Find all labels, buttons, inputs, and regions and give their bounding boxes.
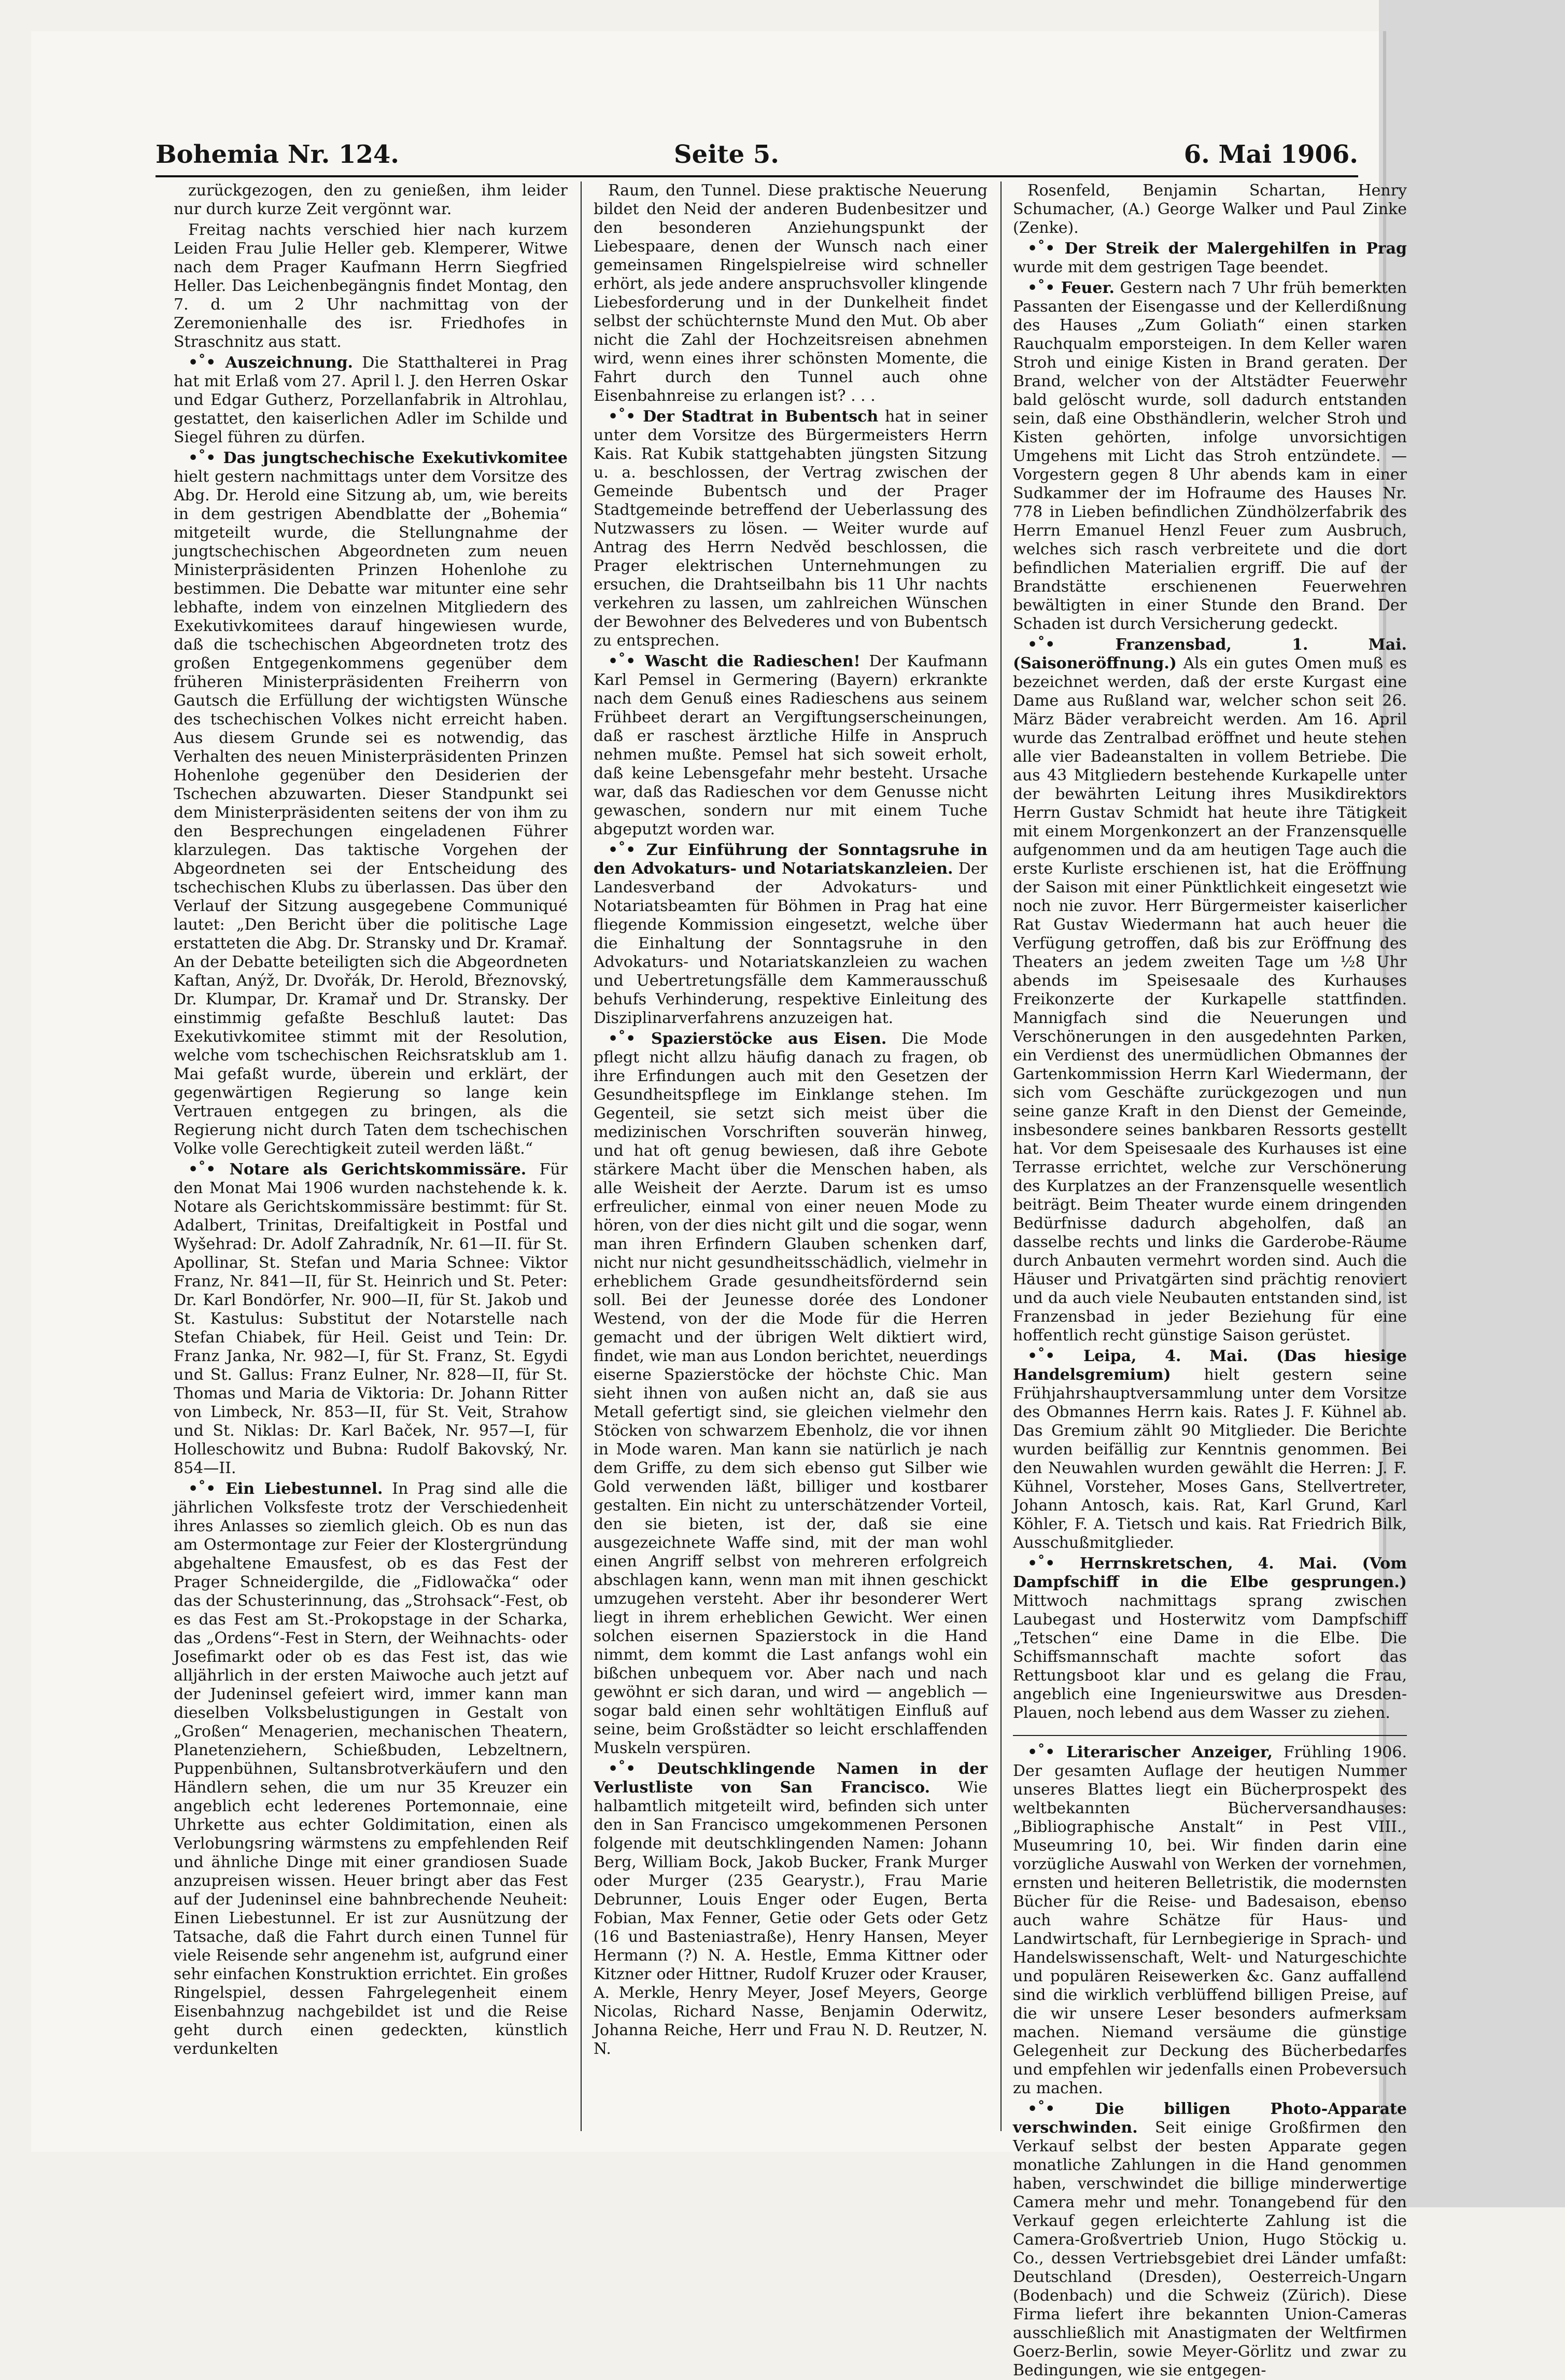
article-paragraph	[594, 841, 988, 1028]
issue-date: 6. Mai 1906.	[1183, 140, 1358, 169]
article-text: hielt gestern nachmittags unter dem Vorsitze des Abg. Dr. Herold eine Sitzung ab, um, wie bereits in dem gestrigen Abendblatte der „Bohemia“ mitgeteilt wurde, die Stellungnahme der jungtschechischen Abgeordneten zum neuen Ministerpräsidenten Prinzen Hohenlohe zu bestimmen. Die Debatte war mitunter eine sehr lebhafte, indem von einzelnen Mitgliedern des Exekutivkomitees darauf hingewiesen wurde, daß die tschechischen Abgeordneten trotz des großen Entgegenkommens gegenüber dem früheren Ministerpräsidenten Freiherrn von Gautsch die Erfüllung der wichtigsten Wünsche des tschechischen Volkes nicht erreicht haben. Aus diesem Grunde sei es notwendig, das Verhalten des neuen Ministerpräsidenten Prinzen Hohenlohe gegenüber den Desiderien der Tschechen abzuwarten. Dieser Standpunkt sei dem Ministerpräsidenten seitens der von ihm zu den Besprechungen eingeladenen Führer klarzulegen. Das taktische Vorgehen der Abgeordneten sei der Entscheidung des tschechischen Klubs zu überlassen. Das über den Verlauf der Sitzung ausgegebene Communiqué lautet: „Den Bericht über die politische Lage erstatteten die Abg. Dr. Stransky und Dr. Kramař. An der Debatte beteiligten sich die Abgeordneten Kaftan, Anýž, Dr. Dvořák, Dr. Herold, Březnovský, Dr. Klumpar, Dr. Kramař und Dr. Stransky. Der einstimmig gefaßte Beschluß lautet: Das Exekutivkomitee stimmt mit der Resolution, welche vom tschechischen Reichsratsklub am 1. Mai gefaßt wurde, überein und erklärt, der gegenwärtigen Regierung so lange kein Vertrauen entgegen zu bringen, als die Regierung nicht durch Taten dem tschechischen Volke volle Gerechtigkeit zuteil werden läßt.“	[174, 468, 568, 1158]
article-headline: Herrnskretschen, 4. Mai. (Vom Dampfschiff in die Elbe gesprungen.)	[1013, 1555, 1407, 1591]
page-number: Seite 5.	[674, 140, 779, 169]
article-paragraph	[1013, 1347, 1407, 1552]
article-marker: •˚•	[188, 1480, 226, 1498]
article-headline: Zur Einführung der Sonntagsruhe in den Advokaturs- und Notariatskanzleien.	[594, 841, 988, 878]
article-text: Die Mode pflegt nicht allzu häufig danach zu fragen, ob ihre Erfindungen auch mit den Gesetzen der Gesundheitspflege im Einklange stehen. Im Gegenteil, sie setzt sich meist über die medizinischen Vorschriften souverän hinweg, und hat oft genug bewiesen, daß ihre Gebote stärkere Macht über die Menschen haben, als alle Weisheit der Aerzte. Darum ist es umso erfreulicher, einmal von einer neuen Mode zu hören, von der dies nicht gilt und die sogar, wenn man ihren Erfindern Glauben schenken darf, nicht nur nicht gesundheitsschädlich, vielmehr in erheblichem Grade gesundheitsfördernd sein soll. Bei der Jeunesse dorée des Londoner Westend, von der die Mode für die Herren gemacht und der übrigen Welt diktiert wird, findet, wie man aus London berichtet, neuerdings eiserne Spazierstöcke der höchste Chic. Man sieht ihnen von außen nicht an, daß sie aus Metall gefertigt sind, sie gleichen vielmehr den Stöcken von schwarzem Ebenholz, die vor ihnen in Mode waren. Man kann sie natürlich je nach dem Griffe, zu dem sich ebenso gut Silber wie Gold verwenden läßt, billiger und kostbarer gestalten. Ein nicht zu unterschätzender Vorteil, den sie bieten, ist der, daß sie eine ausgezeichnete Waffe sind, mit der man wohl einen Angriff selbst von mehreren erfolgreich abschlagen kann, wenn man mit ihnen geschickt umzugehen versteht. Aber ihr besonderer Wert liegt in ihrem erheblichen Gewicht. Wer einen solchen eisernen Spazierstock in die Hand nimmt, dem kommt die Last anfangs wohl ein bißchen unbequem vor. Aber nach und nach gewöhnt er sich daran, und wird — angeblich — sogar bald einen sehr wohltätigen Einfluß auf seine, beim Großstädter so leicht erschlaffenden Muskeln verspüren.	[594, 1030, 988, 1757]
article-paragraph	[174, 1480, 568, 2059]
article-paragraph	[174, 221, 568, 352]
article-text: Für den Monat Mai 1906 wurden nachstehende k. k. Notare als Gerichtskommissäre bestimmt: für St. Adalbert, Trinitas, Dreifaltigkeit in Postfal und Wyšehrad: Dr. Adolf Zahradník, Nr. 61—II. für St. Apollinar, St. Stefan und Maria Schnee: Viktor Franz, Nr. 841—II, für St. Heinrich und St. Peter: Dr. Karl Bondörfer, Nr. 900—II, für St. Jakob und St. Kastulus: Substitut der Notarstelle nach Stefan Chiabek, für Heil. Geist und Tein: Dr. Franz Janka, Nr. 982—I, für St. Franz, St. Egydi und St. Gallus: Franz Eulner, Nr. 828—II, für St. Thomas und Maria de Viktoria: Dr. Johann Ritter von Limbeck, Nr. 853—II, für St. Veit, Strahow und St. Niklas: Dr. Karl Baček, Nr. 957—I, für Holleschowitz und Bubna: Rudolf Bakovský, Nr. 854—II.	[174, 1160, 568, 1477]
article-marker: •˚•	[1027, 1347, 1083, 1365]
article-headline: Auszeichnung.	[225, 354, 353, 372]
article-text: Raum, den Tunnel. Diese praktische Neuerung bildet den Neid der anderen Budenbesitzer und den besonderen Anziehungspunkt der Liebespaare, denen der Wunsch nach einer gemeinsamen Ringelspielreise wird schneller erhört, als jede andere anspruchsvoller klingende Liebesforderung und in der Dunkelheit findet selbst der schüchternste Mund den Mut. Ob aber nicht die Zahl der Hochzeitsreisen abnehmen wird, wenn eines ihrer schönsten Momente, die Fahrt durch den Tunnel auch ohne Eisenbahnreise zu erlangen ist? . . .	[594, 181, 988, 405]
article-marker: •˚•	[1027, 2100, 1095, 2118]
article-headline: Die billigen Photo-Apparate verschwinden.	[1013, 2100, 1407, 2137]
article-headline: Der Stadtrat in Bubentsch	[643, 408, 879, 426]
article-text: Seit einige Großfirmen den Verkauf selbst der besten Apparate gegen monatliche Zahlungen in die Hand genommen haben, verschwindet die billige minderwertige Camera mehr und mehr. Tonangebend für den Verkauf gegen erleichterte Zahlung ist die Camera-Großvertrieb Union, Hugo Stöckig u. Co., dessen Vertriebsgebiet drei Länder umfaßt: Deutschland (Dresden), Oesterreich-Ungarn (Bodenbach) und die Schweiz (Zürich). Diese Firma liefert ihre bekannten Union-Cameras ausschließlich mit Anastigmaten der Weltfirmen Goerz-Berlin, sowie Meyer-Görlitz und zwar zu Bedingungen, wie sie entgegen-	[1013, 2119, 1407, 2379]
article-text: Frühling 1906. Der gesamten Auflage der heutigen Nummer unseres Blattes liegt ein Bücherprospekt des weltbekannten Bücherversandhauses: „Bibliographische Anstalt“ in Pest VIII., Museumring 10, bei. Wir finden darin eine vorzügliche Auswahl von Werken der vornehmen, ernsten und heiteren Belletristik, die modernsten Bücher für die Reise- und Badesaison, ebenso auch wahre Schätze für Haus- und Landwirtschaft, für Lernbegierige in Sprach- und Handelswissenschaft, Welt- und Naturgeschichte und populären Reisewerken &c. Ganz auffallend sind die wirklich verblüffend billigen Preise, auf die wir unsere Leser besonders aufmerksam machen. Niemand versäume die günstige Gelegenheit zur Deckung des Bücherbedarfes und empfehlen wir jedenfalls einen Probeversuch zu machen.	[1013, 1743, 1407, 2097]
article-text: Wie halbamtlich mitgeteilt wird, befinden sich unter den in San Francisco umgekommenen Personen folgende mit deutschklingenden Namen: Johann Berg, William Bock, Jakob Bucker, Frank Murger oder Murger (235 Gearystr.), Frau Marie Debrunner, Louis Enger oder Eugen, Berta Fobian, Max Fenner, Getie oder Gets oder Getz (16 und Basteniastraße), Henry Hansen, Meyer Hermann (?) N. A. Hestle, Emma Kittner oder Kitzner oder Hittner, Rudolf Kruzer oder Krauser, A. Merkle, Henry Meyer, Josef Meyers, George Nicolas, Richard Nasse, Benjamin Oderwitz, Johanna Reiche, Herr und Frau N. D. Reutzer, N. N.	[594, 1779, 988, 2058]
article-marker: •˚•	[608, 408, 643, 426]
article-text: Mittwoch nachmittags sprang zwischen Laubegast und Hosterwitz vom Dampfschiff „Tetschen“ eine Dame in die Elbe. Die Schiffsmannschaft machte sofort das Rettungsboot klar und es gelang die Frau, angeblich eine Ingenieurswitwe aus Dresden-Plauen, noch lebend aus dem Wasser zu ziehen.	[1013, 1592, 1407, 1722]
article-headline: Spazierstöcke aus Eisen.	[651, 1030, 887, 1048]
article-marker: •˚•	[1027, 1743, 1066, 1761]
section-divider	[1013, 1735, 1407, 1736]
article-text: Als ein gutes Omen muß es bezeichnet werden, daß der erste Kurgast eine Dame aus Rußland war, welcher schon seit 26. März Bäder verabreicht werden. Am 16. April wurde das Zentralbad eröffnet und heute stehen alle vier Badeanstalten in vollem Betriebe. Die aus 43 Mitgliedern bestehende Kurkapelle unter der bewährten Leitung ihres Musikdirektors Herrn Gustav Schmidt hat heute ihre Tätigkeit mit einem Morgenkonzert an der Franzensquelle aufgenommen und da am heutigen Tage auch die erste Kurliste erschienen ist, hat die Eröffnung der Saison mit einer Pünktlichkeit eingesetzt wie noch nie zuvor. Herr Bürgermeister kaiserlicher Rat Gustav Wiedermann hat auch heuer die Verfügung getroffen, daß bis zur Eröffnung des Theaters an jedem zweiten Tage um ½8 Uhr abends im Speisesaale des Kurhauses Freikonzerte der Kurkapelle stattfinden. Mannigfach sind die Neuerungen und Verschönerungen in den ausgedehnten Parken, ein Verdienst des unermüdlichen Obmannes der Gartenkommission Herrn Karl Wiedermann, der sich vom Geschäfte zurückgezogen und nun seine ganze Kraft in den Dienst der Gemeinde, insbesondere seines bankbaren Ressorts gestellt hat. Vor dem Speisesaale des Kurhauses ist eine Terrasse errichtet, welche zur Verschönerung des Kurplatzes an der Franzensquelle wesentlich beiträgt. Beim Theater wurde einem dringenden Bedürfnisse dadurch abgeholfen, daß an dasselbe rechts und links die Garderobe-Räume durch Anbauten vermehrt worden sind. Auch die Häuser und Privatgärten sind prächtig renoviert und da auch viele Neubauten entstanden sind, ist Franzensbad in jeder Beziehung für eine hoffentlich recht günstige Saison gerüstet.	[1013, 654, 1407, 1345]
article-marker: •˚•	[1027, 279, 1061, 297]
article-marker: •˚•	[188, 354, 225, 372]
article-text: hat in seiner unter dem Vorsitze des Bürgermeisters Herrn Kais. Rat Kubik stattgehabten jüngsten Sitzung u. a. beschlossen, der Vertrag zwischen der Gemeinde Bubentsch und der Prager Stadtgemeinde betreffend der Ueberlassung des Nutzwassers zu lösen. — Weiter wurde auf Antrag des Herrn Nedvěd beschlossen, die Prager elektrischen Unternehmungen zu ersuchen, die Drahtseilbahn bis 11 Uhr nachts verkehren zu lassen, um zahlreichen Wünschen der Bewohner des Belvederes und von Bubentsch zu entsprechen.	[594, 408, 988, 650]
article-text: Die Statthalterei in Prag hat mit Erlaß vom 27. April l. J. den Herren Oskar und Edgar Gutherz, Porzellanfabrik in Altrohlau, gestattet, den kaiserlichen Adler im Schilde und Siegel führen zu dürfen.	[174, 354, 568, 446]
article-headline: Das jungtschechische Exekutivkomitee	[223, 449, 568, 467]
article-headline: Ein Liebestunnel.	[225, 1480, 383, 1498]
article-marker: •˚•	[608, 1030, 652, 1048]
article-text: Gestern nach 7 Uhr früh bemerkten Passanten der Eisengasse und der Kellerdißnung des Hauses „Zum Goliath“ einen starken Rauchqualm emporsteigen. In dem Keller waren Stroh und einige Kisten in Brand geraten. Der Brand, welcher von der Altstädter Feuerwehr bald gelöscht wurde, soll dadurch entstanden sein, daß eine Obsthändlerin, welcher Stroh und Kisten gehörten, infolge unvorsichtigen Umgehens mit Licht das Stroh entzündete. — Vorgestern gegen 8 Uhr abends kam in einer Sudkammer der im Hofraume des Hauses Nr. 778 in Lieben befindlichen Zündhölzerfabrik des Herrn Emanuel Henzl Feuer zum Ausbruch, welches sich rasch verbreitete und die dort befindlichen Materialien ergriff. Die auf der Brandstätte erschienenen Feuerwehren bewältigten in einer Stunde den Brand. Der Schaden ist durch Versicherung gedeckt.	[1013, 279, 1407, 633]
column-2	[594, 181, 988, 2131]
article-paragraph	[1013, 2100, 1407, 2380]
article-paragraph	[1013, 1555, 1407, 1723]
article-text: Rosenfeld, Benjamin Schartan, Henry Schumacher, (A.) George Walker und Paul Zinke (Zenke).	[1013, 181, 1407, 237]
column-rule-2	[1000, 181, 1002, 2131]
column-rule-1	[581, 181, 582, 2131]
article-marker: •˚•	[188, 1160, 230, 1179]
article-paragraph	[594, 181, 988, 405]
page-header	[156, 140, 1358, 176]
article-marker: •˚•	[188, 449, 223, 467]
article-headline: Literarischer Anzeiger,	[1066, 1743, 1273, 1761]
article-headline: Notare als Gerichtskommissäre.	[229, 1160, 527, 1179]
article-headline: Deutschklingende Namen in der Verlustliste von San Francisco.	[594, 1760, 988, 1797]
article-marker: •˚•	[1027, 1555, 1080, 1573]
article-text: Freitag nachts verschied hier nach kurzem Leiden Frau Julie Heller geb. Klemperer, Witwe nach dem Prager Kaufmann Herrn Siegfried Heller. Das Leichenbegängnis findet Montag, den 7. d. um 2 Uhr nachmittag von der Zeremonienhalle des isr. Friedhofes in Straschnitz aus statt.	[174, 221, 568, 351]
article-headline: Feuer.	[1061, 279, 1115, 297]
article-paragraph	[174, 181, 568, 219]
article-paragraph	[594, 1030, 988, 1758]
article-paragraph	[1013, 279, 1407, 634]
article-text: Der Landesverband der Advokaturs- und Notariatsbeamten für Böhmen in Prag hat eine fliegende Kommission eingesetzt, welche über die Einhaltung der Sonntagsruhe in den Advokaturs- und Notariatskanzleien zu wachen und Uebertretungsfälle dem Kammerausschuß behufs Verhinderung, respektive Einleitung des Disziplinarverfahrens anzuzeigen hat.	[594, 860, 988, 1027]
article-text: In Prag sind alle die jährlichen Volksfeste trotz der Verschiedenheit ihres Anlasses so ziemlich gleich. Ob es nun das am Ostermontage zur Feier der Klostergründung abgehaltene Emausfest, ob es das Fest der Prager Schneidergilde, die „Fidlowačka“ oder das der Schusterinnung, das „Strohsack“-Fest, ob es das Fest am St.-Prokopstage in der Scharka, das „Ordens“-Fest in Stern, der Weihnachts- oder Josefimarkt oder ob es das Fest ist, das wie alljährlich in der ersten Maiwoche auch jetzt auf der Judeninsel gefeiert wird, immer kann man dieselben Volksbelustigungen in Gestalt von „Großen“ Menagerien, mechanischen Theatern, Planetenziehern, Schießbuden, Lebzeltnern, Puppenbühnen, Sultansbrotverkäufern und den Händlern sehen, die um nur 35 Kreuzer ein angeblich echt lederenes Portemonnaie, eine Uhrkette aus echter Goldimitation, einen als Verlobungsring wärmstens zu empfehlenden Reif und ähnliche Dinge mit einer grandiosen Suade anzupreisen wissen. Heuer bringt aber das Fest auf der Judeninsel eine bahnbrechende Neuheit: Einen Liebestunnel. Er ist zur Ausnützung der Tatsache, daß die Fahrt durch einen Tunnel für viele Reisende sehr angenehm ist, aufgrund einer sehr einfachen Konstruktion errichtet. Ein großes Ringelspiel, dessen Fahrgelegenheit einem Eisenbahnzug nachgebildet ist und die Reise geht durch einen gedeckten, künstlich verdunkelten	[174, 1480, 568, 2058]
article-headline: Leipa, 4. Mai. (Das hiesige Handelsgremium)	[1013, 1347, 1407, 1384]
article-marker: •˚•	[608, 1760, 657, 1778]
article-paragraph	[594, 408, 988, 650]
article-paragraph	[1013, 636, 1407, 1345]
article-marker: •˚•	[608, 652, 645, 670]
article-paragraph	[594, 1760, 988, 2059]
article-text: wurde mit dem gestrigen Tage beendet.	[1013, 258, 1329, 276]
article-paragraph	[174, 354, 568, 447]
column-1	[174, 181, 568, 2131]
masthead-issue: Bohemia Nr. 124.	[156, 140, 399, 169]
article-marker: •˚•	[608, 841, 646, 859]
article-paragraph	[1013, 181, 1407, 237]
article-paragraph	[1013, 240, 1407, 277]
article-text: hielt gestern seine Frühjahrshauptversammlung unter dem Vorsitze des Obmannes Herrn kais. Rates J. F. Kühnel ab. Das Gremium zählt 90 Mitglieder. Die Berichte wurden beifällig zur Kenntnis genommen. Bei den Neuwahlen wurden gewählt die Herren: J. F. Kühnel, Vorsteher, Moses Gans, Stellvertreter, Johann Antosch, kais. Rat, Karl Grund, Karl Köhler, F. A. Tietsch und kais. Rat Friedrich Bilk, Ausschußmitglieder.	[1013, 1366, 1407, 1552]
article-text: Der Kaufmann Karl Pemsel in Germering (Bayern) erkrankte nach dem Genuß eines Radieschens aus seinem Frühbeet derart an Vergiftungserscheinungen, daß er raschest ärztliche Hilfe in Anspruch nehmen mußte. Pemsel hat sich soweit erholt, daß keine Lebensgefahr mehr besteht. Ursache war, daß das Radieschen vor dem Genusse nicht gewaschen, sondern nur mit einem Tuche abgeputzt worden war.	[594, 652, 988, 838]
column-3	[1013, 181, 1407, 2379]
article-marker: •˚•	[1027, 636, 1116, 654]
article-paragraph	[174, 1160, 568, 1478]
article-paragraph	[174, 449, 568, 1158]
article-marker: •˚•	[1027, 240, 1065, 258]
header-rule	[156, 175, 1358, 177]
article-headline: Wascht die Radieschen!	[645, 652, 861, 670]
article-text: zurückgezogen, den zu genießen, ihm leider nur durch kurze Zeit vergönnt war.	[174, 181, 568, 218]
article-paragraph	[594, 652, 988, 839]
article-headline: Der Streik der Malergehilfen in Prag	[1064, 240, 1407, 258]
article-headline: Franzensbad, 1. Mai. (Saisoneröffnung.)	[1013, 636, 1407, 673]
article-paragraph	[1013, 1743, 1407, 2098]
